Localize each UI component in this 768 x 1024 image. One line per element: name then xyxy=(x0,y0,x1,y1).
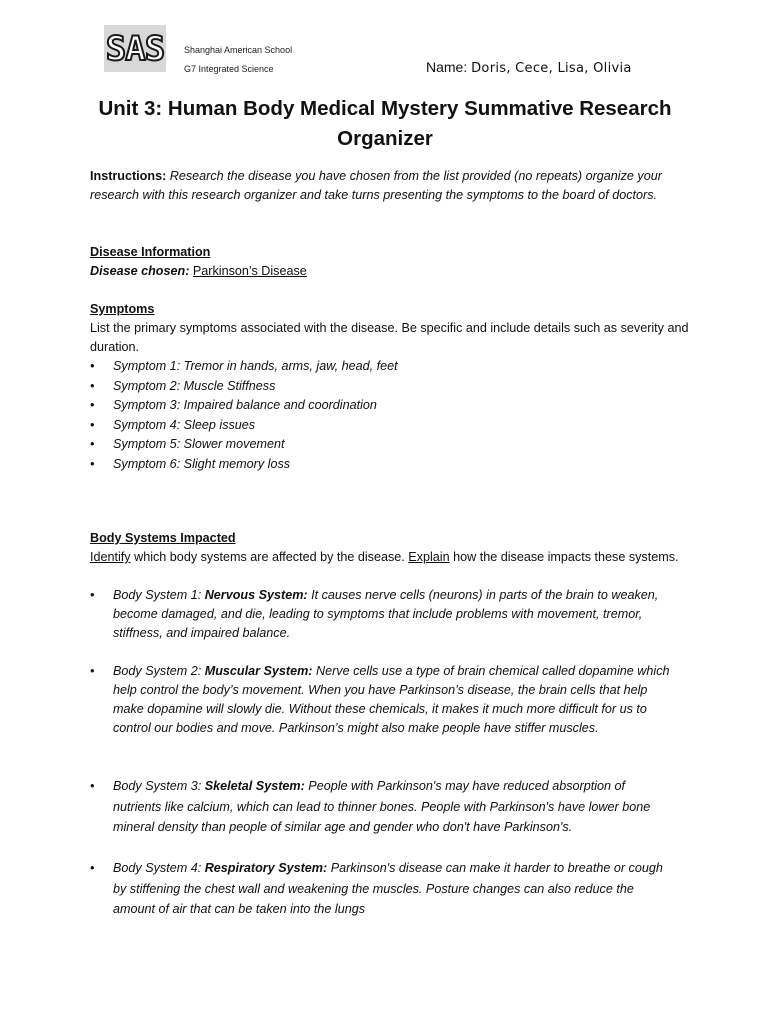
school-name: Shanghai American School xyxy=(184,45,293,55)
symptoms-description: List the primary symptoms associated with the disease. Be specific and include details such as severity and duration. xyxy=(90,321,689,354)
student-names xyxy=(426,59,632,76)
list-item xyxy=(90,776,670,838)
system-name: Nervous System: xyxy=(204,588,308,602)
disease-chosen-label: Disease chosen: xyxy=(90,264,190,278)
symptoms-heading: Symptoms xyxy=(90,302,155,316)
name-value: Doris, Cece, Lisa, Olivia xyxy=(471,61,632,76)
system-prefix: Body System 4: xyxy=(113,861,205,875)
disease-info-section xyxy=(90,243,690,281)
name-label: Name: xyxy=(426,59,468,75)
list-item: • Symptom 1: Tremor in hands, arms, jaw, head, feet xyxy=(90,357,690,377)
disease-chosen-value: Parkinson’s Disease xyxy=(192,264,307,278)
body-systems-list-3 xyxy=(90,776,670,838)
body-systems-list-1 xyxy=(90,586,670,643)
system-text: Parkinson's disease can make it harder to breathe or cough by stiffening the chest wall and weakening the muscles. Posture changes can also reduce the amount of air that can be taken into the lungs xyxy=(113,861,663,916)
intro-end: how the disease impacts these systems. xyxy=(449,550,679,564)
symptoms-list xyxy=(90,357,690,474)
course-name: G7 Integrated Science xyxy=(184,64,274,74)
instructions-text: Research the disease you have chosen from the list provided (no repeats) organize your research with this research organizer and take turns presenting the symptoms to the board of doctors. xyxy=(90,169,662,202)
system-name: Respiratory System: xyxy=(204,861,328,875)
body-systems-intro xyxy=(90,548,690,567)
body-systems-heading: Body Systems Impacted xyxy=(90,531,236,545)
list-item: • Symptom 3: Impaired balance and coordination xyxy=(90,396,690,416)
system-text: Nerve cells use a type of brain chemical called dopamine which help control the body’s movement. When you have Parkinson’s disease, the brain cells that help make dopamine will slowly die. Without these chemicals, it makes it much more difficult for us to control our bodies and move. Parkinson’s might also make people have stiffer muscles. xyxy=(113,664,670,735)
intro-identify: Identify xyxy=(90,550,131,564)
list-item xyxy=(90,586,670,643)
system-text: It causes nerve cells (neurons) in parts of the brain to weaken, become damaged, and die, leading to symptoms that include problems with movement, tremor, stiffness, and impaired balance. xyxy=(113,588,659,640)
disease-chosen-line xyxy=(90,262,690,281)
instructions-label: Instructions: xyxy=(90,169,167,183)
body-systems-list-2 xyxy=(90,662,670,738)
system-text: People with Parkinson's may have reduced absorption of nutrients like calcium, which can lead to thinner bones. People with Parkinson's have lower bone mineral density than people of similar age and gender who don't have Parkinson's. xyxy=(113,779,651,834)
title-line-2: Organizer xyxy=(337,127,433,150)
intro-explain: Explain xyxy=(408,550,450,564)
list-item: • Symptom 4: Sleep issues xyxy=(90,416,690,436)
list-item: • Symptom 6: Slight memory loss xyxy=(90,455,690,475)
intro-mid: which body systems are affected by the disease. xyxy=(130,550,409,564)
system-prefix: Body System 2: xyxy=(113,664,205,678)
list-item: • Symptom 2: Muscle Stiffness xyxy=(90,377,690,397)
school-logo xyxy=(104,25,166,72)
page-title xyxy=(90,94,680,154)
disease-info-heading: Disease Information xyxy=(90,245,211,259)
list-item: • Symptom 5: Slower movement xyxy=(90,435,690,455)
system-prefix: Body System 1: xyxy=(113,588,205,602)
body-systems-section xyxy=(90,529,690,567)
body-systems-list-4 xyxy=(90,858,670,920)
instructions xyxy=(90,167,690,205)
list-item xyxy=(90,662,670,738)
logo-text: SAS xyxy=(105,28,165,69)
system-name: Muscular System: xyxy=(204,664,313,678)
symptoms-section xyxy=(90,300,690,474)
system-name: Skeletal System: xyxy=(204,779,305,793)
system-prefix: Body System 3: xyxy=(113,779,205,793)
title-line-1: Unit 3: Human Body Medical Mystery Summative Research xyxy=(98,97,672,120)
list-item xyxy=(90,858,670,920)
